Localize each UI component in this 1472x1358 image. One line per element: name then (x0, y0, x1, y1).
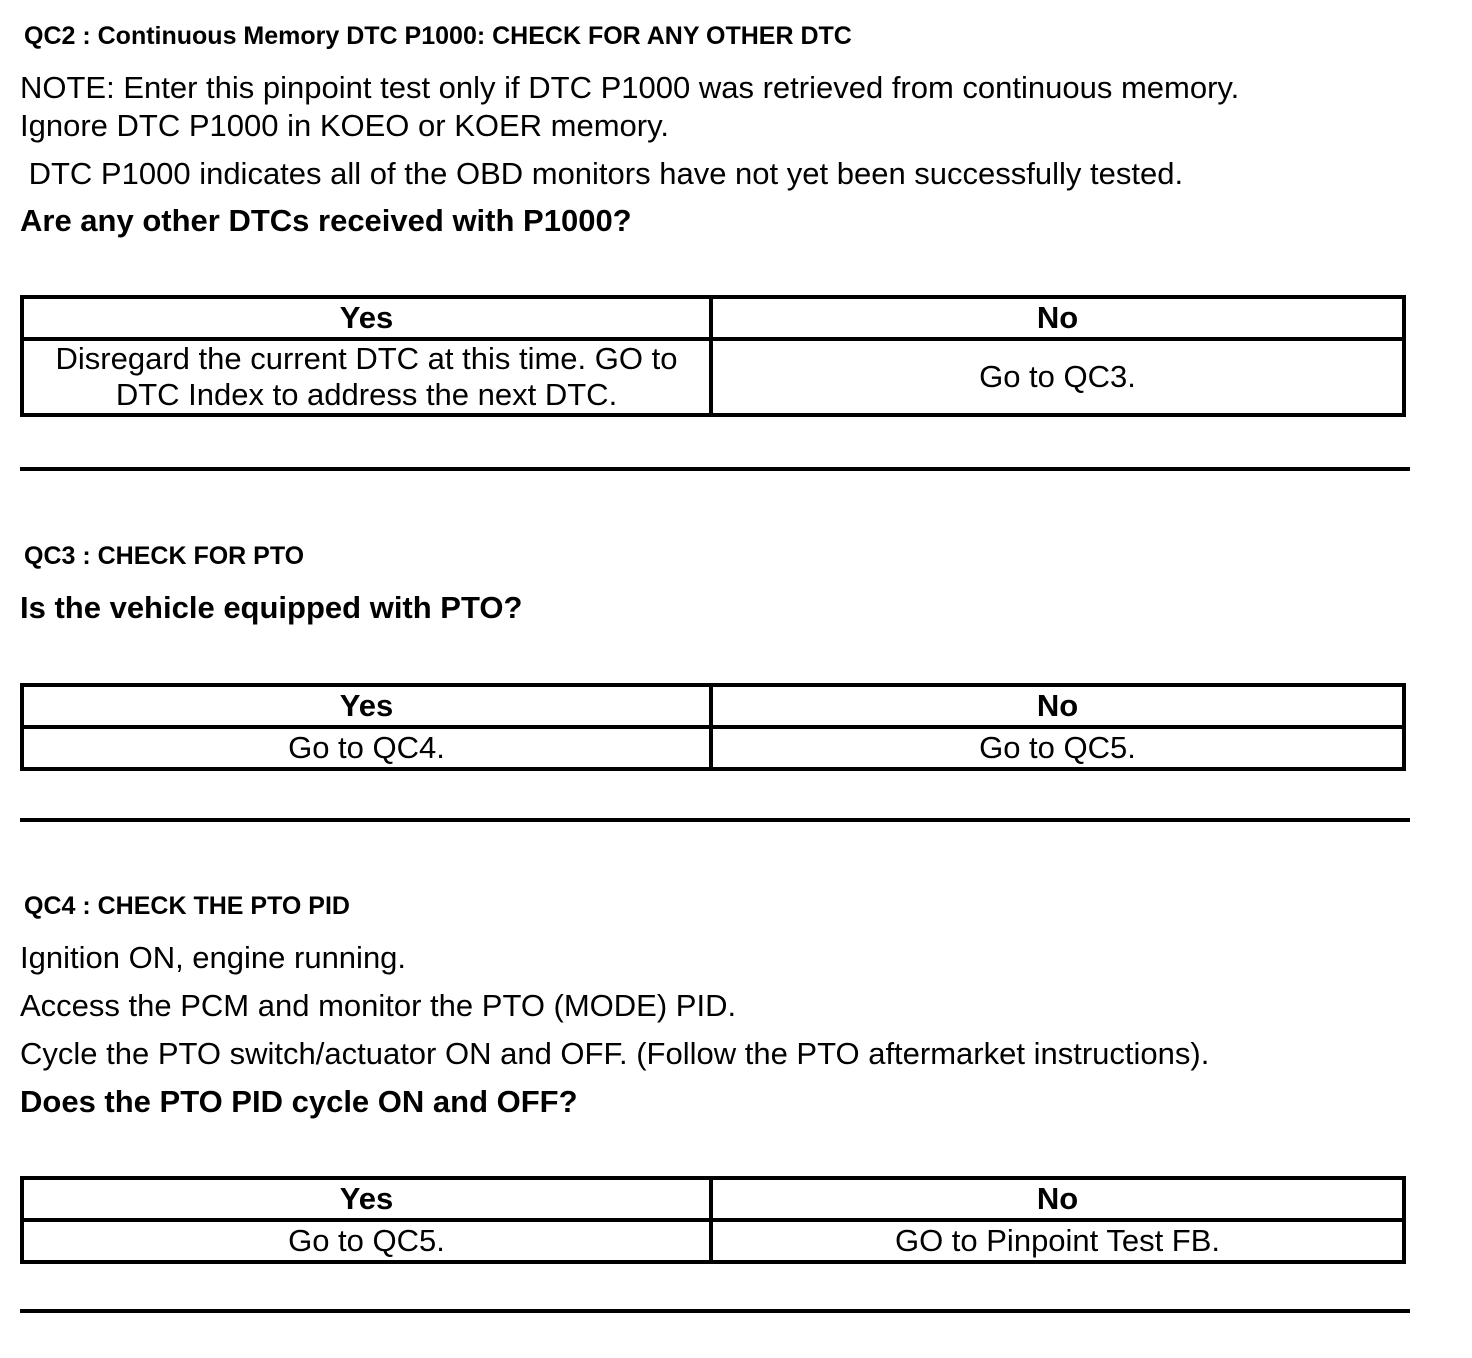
qc4-step-line: Access the PCM and monitor the PTO (MODE) PID. (20, 988, 737, 1023)
qc2-ignore-line: Ignore DTC P1000 in KOEO or KOER memory. (20, 108, 669, 143)
qc4-yes-action: Go to QC5. (22, 1220, 711, 1262)
qc2-question: Are any other DTCs received with P1000? (20, 203, 632, 238)
qc3-yes-action: Go to QC4. (22, 727, 711, 769)
qc4-question: Does the PTO PID cycle ON and OFF? (20, 1084, 578, 1119)
qc2-heading: QC2 : Continuous Memory DTC P1000: CHECK FOR ANY OTHER DTC (24, 22, 852, 50)
section-divider (20, 467, 1410, 471)
qc4-decision-table (20, 1176, 1406, 1264)
qc4-no-action: GO to Pinpoint Test FB. (711, 1220, 1404, 1262)
qc3-yes-header: Yes (22, 685, 711, 727)
qc4-yes-header: Yes (22, 1178, 711, 1220)
qc4-step-line: Ignition ON, engine running. (20, 940, 407, 975)
qc2-info-line: DTC P1000 indicates all of the OBD monitors have not yet been successfully tested. (20, 156, 1184, 191)
qc2-yes-action-line-1: Disregard the current DTC at this time. GO to (55, 341, 678, 376)
qc2-decision-table (20, 295, 1406, 417)
qc3-heading: QC3 : CHECK FOR PTO (24, 542, 305, 570)
qc2-note-line: NOTE: Enter this pinpoint test only if DTC P1000 was retrieved from continuous memory. (20, 70, 1240, 105)
qc3-question: Is the vehicle equipped with PTO? (20, 590, 523, 625)
qc2-yes-action (22, 339, 711, 415)
qc4-no-header: No (711, 1178, 1404, 1220)
qc2-no-action: Go to QC3. (711, 339, 1404, 415)
qc4-heading: QC4 : CHECK THE PTO PID (24, 892, 350, 920)
qc3-no-action: Go to QC5. (711, 727, 1404, 769)
qc4-step-line: Cycle the PTO switch/actuator ON and OFF. (Follow the PTO aftermarket instructions). (20, 1036, 1210, 1071)
qc2-no-header: No (711, 297, 1404, 339)
qc3-no-header: No (711, 685, 1404, 727)
section-divider (20, 818, 1410, 822)
section-divider (20, 1309, 1410, 1313)
qc2-yes-action-line-2: DTC Index to address the next DTC. (115, 377, 618, 412)
qc2-yes-header: Yes (22, 297, 711, 339)
qc3-decision-table (20, 683, 1406, 771)
